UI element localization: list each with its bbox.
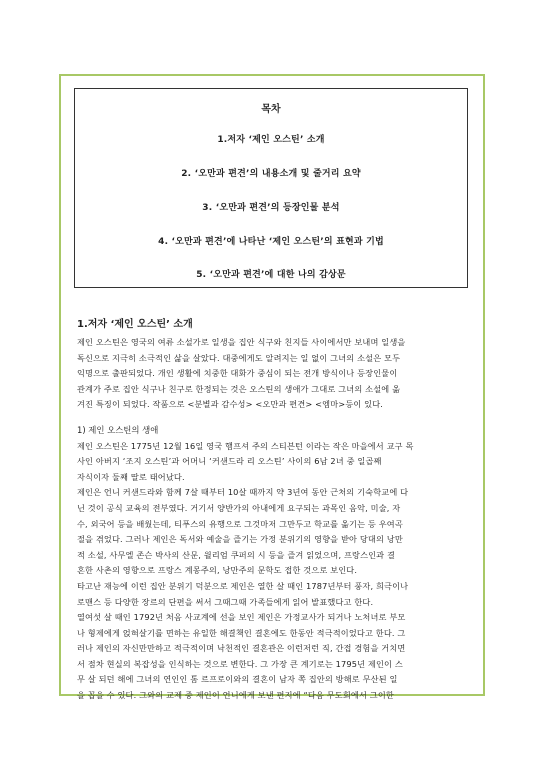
text-line: 타고난 재능에 이런 집안 분위기 덕분으로 제인은 열한 살 때인 1787년부터 풍자, 희극이나 bbox=[77, 580, 409, 591]
toc-item-1: 1.저자 ‘제인 오스틴’ 소개 bbox=[217, 135, 325, 145]
text-line: 혼한 사촌의 영향으로 프랑스 계몽주의, 낭만주의 문학도 접한 것으로 보인다. bbox=[77, 565, 358, 576]
toc-title: 목차 bbox=[261, 104, 281, 115]
text-line: 닌 것이 공식 교육의 전부였다. 거기서 양반가의 아내에게 요구되는 과목인 음악, 미술, 자 bbox=[77, 502, 401, 513]
text-line: 익명으로 출판되었다. 개인 생활에 치중한 대화가 중심이 되는 전개 방식이나 등장인물이 bbox=[77, 368, 398, 379]
text-line: 제인 오스틴은 영국의 여류 소설가로 일생을 집안 식구와 친지들 사이에서만 보내며 일생을 bbox=[77, 337, 406, 347]
life-paragraph bbox=[77, 439, 469, 704]
section-1 bbox=[77, 318, 469, 704]
text-line: 서 점차 현실의 복잡성을 인식하는 것으로 변한다. 그 가장 큰 계기로는 1795년 제인이 스 bbox=[77, 658, 403, 669]
text-line: 러나 제인의 자신만만하고 적극적이며 낙천적인 결혼관은 이런저런 직, 간접 경험을 거치면 bbox=[77, 643, 406, 654]
text-line: 나 형제에게 얹혀살기를 면하는 유일한 해결책인 결혼에도 한동안 적극적이었다고 한다. 그 bbox=[77, 627, 406, 638]
text-line: 자식이자 둘째 딸로 태어났다. bbox=[77, 471, 185, 482]
toc-item-5: 5. ‘오만과 편견’에 대한 나의 감상문 bbox=[196, 270, 346, 280]
text-line: 적 소설, 사무엘 존슨 박사의 산문, 윌리엄 쿠퍼의 시 등을 즐겨 읽었으며, 프랑스인과 결 bbox=[77, 549, 396, 560]
text-line: 관계가 주로 집안 식구나 친구로 한정되는 것은 오스틴의 생애가 그대로 그녀의 소설에 옮 bbox=[77, 383, 401, 394]
table-of-contents bbox=[74, 88, 468, 288]
toc-item-4: 4. ‘오만과 편견’에 나타난 ‘제인 오스틴’의 표현과 기법 bbox=[158, 237, 384, 247]
text-line: 절을 겪었다. 그러나 제인은 독서와 예술을 즐기는 가정 분위기의 영향을 받아 당대의 낭만 bbox=[77, 534, 403, 545]
text-line: 제인은 언니 커샌드라와 함께 7살 때부터 10살 때까지 약 3년여 동안 근처의 기숙학교에 다 bbox=[77, 487, 409, 498]
text-line: 사인 아버지 ‘조지 오스틴’과 어머니 ‘커샌드라 리 오스틴’ 사이의 6남 2녀 중 일곱째 bbox=[77, 456, 382, 467]
text-line: 제인 오스틴은 1775년 12월 16일 영국 햄프셔 주의 스티븐턴 이라는 작은 마을에서 교구 목 bbox=[77, 440, 414, 451]
subsection-title: 1) 제인 오스틴의 생애 bbox=[77, 424, 159, 435]
text-line: 을 꼽을 수 있다. 그와의 교제 중 제인이 언니에게 보낸 편지에 “다음 무도회에서 그이한 bbox=[77, 690, 394, 701]
toc-item-2: 2. ‘오만과 편견’의 내용소개 및 줄거리 요약 bbox=[181, 169, 361, 179]
intro-paragraph bbox=[77, 335, 469, 413]
toc-item-3: 3. ‘오만과 편견’의 등장인물 분석 bbox=[202, 203, 340, 213]
text-line: 수, 외국어 등을 배웠는데, 티푸스의 유행으로 그것마저 그만두고 학교를 옮기는 등 우여곡 bbox=[77, 518, 403, 529]
section-title: 1.저자 ‘제인 오스틴’ 소개 bbox=[77, 319, 193, 330]
text-line: 겨진 특징이 되었다. 작품으로 <분별과 감수성> <오만과 편견> <엠마>등이 있다. bbox=[77, 399, 384, 410]
text-line: 열여섯 살 때인 1792년 처음 사교계에 선을 보인 제인은 가정교사가 되거나 노처녀로 부모 bbox=[77, 612, 406, 623]
text-line: 로맨스 등 다양한 장르의 단편을 써서 그때그때 가족들에게 읽어 발표했다고 한다. bbox=[77, 596, 374, 607]
text-line: 독신으로 지극히 소극적인 삶을 살았다. 대중에게도 알려지는 일 없이 그녀의 소설은 모두 bbox=[77, 352, 401, 363]
text-line: 무 살 되던 해에 그녀의 연인인 톰 르프로이와의 결혼이 남자 쪽 집안의 방해로 무산된 일 bbox=[77, 674, 398, 685]
